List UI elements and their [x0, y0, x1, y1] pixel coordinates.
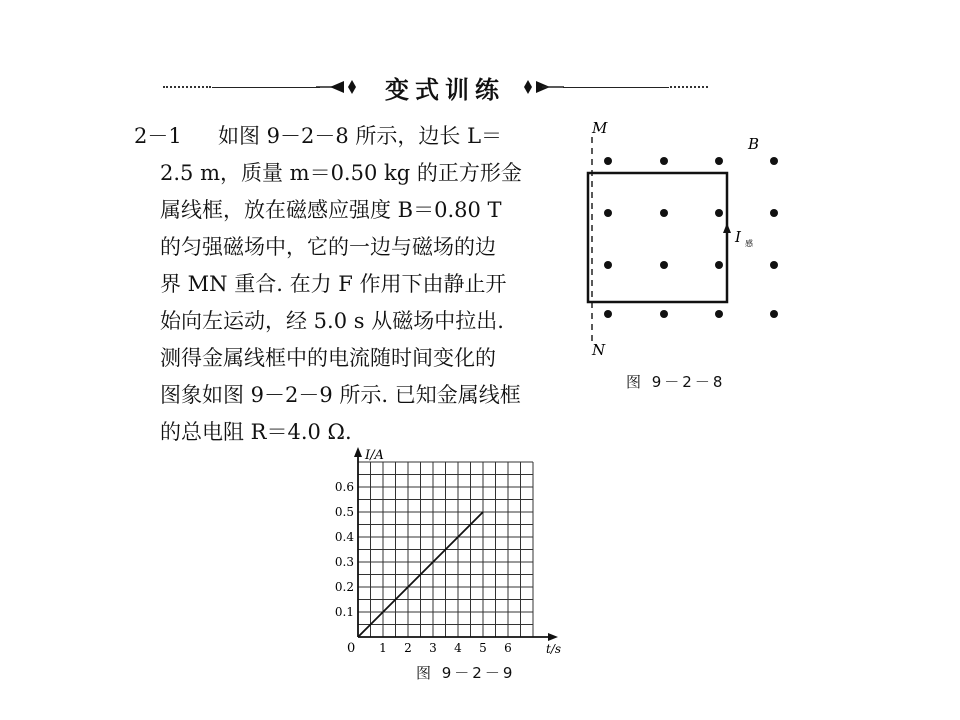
- metal-frame: [588, 173, 727, 302]
- field-dot-2-3: [770, 261, 778, 269]
- x-tick-label: 3: [429, 641, 437, 655]
- field-dot-3-2: [715, 310, 723, 318]
- x-tick-label: 2: [404, 641, 412, 655]
- section-title: 变式训练: [385, 76, 505, 104]
- field-dot-3-1: [660, 310, 668, 318]
- problem-line-9: 的总电阻 R＝4.0 Ω.: [160, 420, 352, 444]
- field-dot-1-1: [660, 209, 668, 217]
- header-rule-left: [212, 87, 320, 88]
- field-dot-1-2: [715, 209, 723, 217]
- x-tick-label: 4: [454, 641, 462, 655]
- field-dot-0-0: [604, 157, 612, 165]
- x-tick-label: 6: [504, 641, 512, 655]
- field-dot-2-1: [660, 261, 668, 269]
- header-ornament-left: [316, 77, 360, 97]
- problem-line-4: 的匀强磁场中，它的一边与磁场的边: [160, 235, 496, 259]
- field-dot-1-0: [604, 209, 612, 217]
- x-tick-label: 5: [479, 641, 487, 655]
- x-axis-arrow-icon: [548, 633, 558, 641]
- field-dot-0-2: [715, 157, 723, 165]
- label-N: N: [592, 341, 606, 359]
- label-M: M: [592, 119, 608, 137]
- x-tick-label: 1: [379, 641, 387, 655]
- header-dots-left: [163, 86, 211, 88]
- figure-928-diagram: [580, 115, 800, 365]
- chart-ylabel: I/A: [365, 448, 384, 463]
- label-B: B: [748, 135, 760, 153]
- y-tick-label: 0.2: [334, 580, 354, 594]
- y-tick-label: 0.5: [334, 505, 354, 519]
- field-dots: [604, 157, 778, 318]
- problem-line-3: 属线框，放在磁感应强度 B＝0.80 T: [160, 198, 502, 222]
- field-dot-0-1: [660, 157, 668, 165]
- figure-929-chart: [320, 445, 580, 663]
- header-dots-right: [670, 86, 708, 88]
- field-dot-0-3: [770, 157, 778, 165]
- field-dot-3-0: [604, 310, 612, 318]
- problem-number: 2－1: [134, 124, 182, 148]
- y-tick-label: 0.4: [334, 530, 354, 544]
- y-tick-label: 0.6: [334, 480, 354, 494]
- label-I-sub: 感: [745, 239, 753, 248]
- field-dot-2-0: [604, 261, 612, 269]
- y-tick-label: 0.3: [334, 555, 354, 569]
- y-tick-label: 0.1: [334, 605, 354, 619]
- problem-line-6: 始向左运动，经 5.0 s 从磁场中拉出.: [160, 309, 504, 333]
- header-rule-right: [563, 87, 669, 88]
- problem-line-8: 图象如图 9－2－9 所示. 已知金属线框: [160, 383, 521, 407]
- label-I: I: [735, 228, 741, 246]
- field-dot-2-2: [715, 261, 723, 269]
- chart-origin-label: 0: [347, 641, 356, 656]
- header-ornament-right: [520, 77, 564, 97]
- chart-xlabel: t/s: [546, 642, 562, 656]
- figure-929-caption: 图 9－2－9: [416, 664, 516, 682]
- chart-ticks: [335, 480, 512, 655]
- y-axis-arrow-icon: [354, 447, 362, 457]
- problem-line-5: 界 MN 重合. 在力 F 作用下由静止开: [160, 272, 507, 296]
- figure-928-caption: 图 9－2－8: [626, 373, 726, 391]
- field-dot-1-3: [770, 209, 778, 217]
- problem-line-7: 测得金属线框中的电流随时间变化的: [160, 346, 496, 370]
- current-arrow-icon: [723, 223, 731, 233]
- problem-line-2: 2.5 m，质量 m＝0.50 kg 的正方形金: [160, 161, 522, 185]
- field-dot-3-3: [770, 310, 778, 318]
- problem-line-1: 如图 9－2－8 所示，边长 L＝: [218, 124, 503, 148]
